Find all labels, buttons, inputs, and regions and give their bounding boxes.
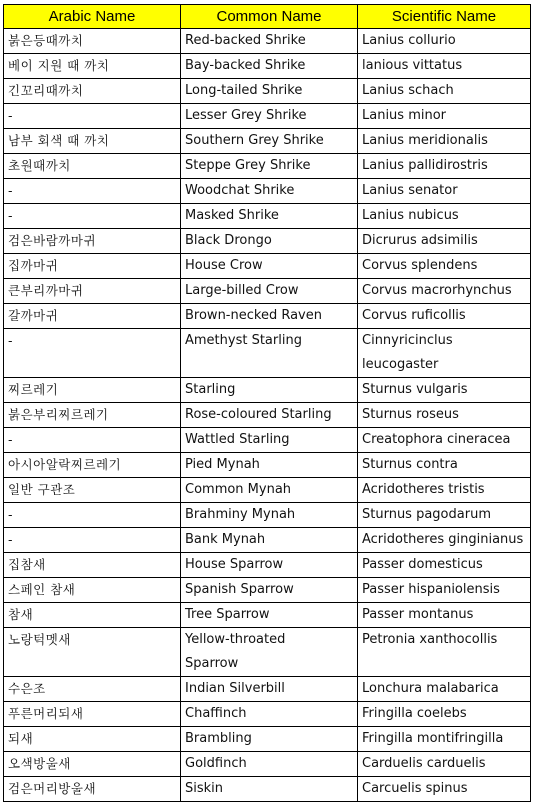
- arabic-name-cell: 되새: [4, 727, 181, 752]
- common-name-cell: [181, 54, 358, 79]
- scientific-name-cell: [358, 54, 531, 79]
- table-row: [4, 578, 531, 603]
- common-name-cell-line: Long-tailed Shrike: [185, 83, 303, 98]
- scientific-name-cell-line: Lanius schach: [362, 83, 454, 98]
- common-name-cell-line: Steppe Grey Shrike: [185, 158, 311, 173]
- table-row: [4, 254, 531, 279]
- common-name-cell-line: Brambling: [185, 731, 252, 746]
- scientific-name-cell-line: Acridotheres ginginianus: [362, 532, 524, 547]
- scientific-name-cell-line: Sturnus pagodarum: [362, 507, 491, 522]
- common-name-cell: [181, 104, 358, 129]
- scientific-name-cell: [358, 179, 531, 204]
- table-row: [4, 752, 531, 777]
- arabic-name-cell: 집참새: [4, 553, 181, 578]
- scientific-name-cell-line: Corvus macrorhynchus: [362, 283, 512, 298]
- table-row: [4, 677, 531, 702]
- scientific-name-cell: [358, 279, 531, 304]
- scientific-name-cell: [358, 403, 531, 428]
- scientific-name-cell: [358, 578, 531, 603]
- common-name-cell-line: Bay-backed Shrike: [185, 58, 306, 73]
- common-name-cell: [181, 129, 358, 154]
- common-name-cell-line: Spanish Sparrow: [185, 582, 294, 597]
- common-name-cell: [181, 279, 358, 304]
- arabic-name-cell: 긴꼬리때까치: [4, 79, 181, 104]
- scientific-name-cell-line: Passer domesticus: [362, 557, 483, 572]
- table-row: [4, 104, 531, 129]
- arabic-name-cell: 푸른머리되새: [4, 702, 181, 727]
- table-row: [4, 603, 531, 628]
- common-name-cell: [181, 229, 358, 254]
- table-row: [4, 29, 531, 54]
- arabic-name-cell: 찌르레기: [4, 378, 181, 403]
- common-name-cell-line: Goldfinch: [185, 756, 247, 771]
- common-name-cell-line: Siskin: [185, 781, 224, 796]
- table-row: [4, 129, 531, 154]
- common-name-cell-line: Wattled Starling: [185, 432, 290, 447]
- scientific-name-cell-line: Lanius pallidirostris: [362, 158, 488, 173]
- common-name-cell-line: Starling: [185, 382, 236, 397]
- table-header: [4, 5, 531, 29]
- scientific-name-cell: [358, 154, 531, 179]
- scientific-name-cell: [358, 553, 531, 578]
- common-name-cell: [181, 403, 358, 428]
- scientific-name-cell: [358, 628, 531, 677]
- header-row: [4, 5, 531, 29]
- scientific-name-cell-line: lanious vittatus: [362, 58, 463, 73]
- scientific-name-cell-line: Corvus splendens: [362, 258, 478, 273]
- scientific-name-cell-line: leucogaster: [362, 357, 439, 372]
- common-name-cell: [181, 777, 358, 802]
- common-name-cell-line: Brown-necked Raven: [185, 308, 322, 323]
- common-name-cell: [181, 677, 358, 702]
- common-name-cell: [181, 179, 358, 204]
- common-name-cell: [181, 254, 358, 279]
- table-row: [4, 478, 531, 503]
- arabic-name-cell: 붉은부리찌르레기: [4, 403, 181, 428]
- common-name-cell: [181, 428, 358, 453]
- common-name-cell: [181, 378, 358, 403]
- scientific-name-cell-line: Fringilla montifringilla: [362, 731, 504, 746]
- common-name-cell-line: Common Mynah: [185, 482, 292, 497]
- scientific-name-cell: [358, 378, 531, 403]
- scientific-name-cell: [358, 304, 531, 329]
- header-scientific-name: Scientific Name: [358, 5, 531, 29]
- table-row: [4, 329, 531, 378]
- scientific-name-cell-line: Cinnyricinclus: [362, 333, 453, 348]
- scientific-name-cell: [358, 528, 531, 553]
- common-name-cell-line: Amethyst Starling: [185, 333, 302, 348]
- common-name-cell: [181, 628, 358, 677]
- scientific-name-cell: [358, 104, 531, 129]
- scientific-name-cell-line: Lanius nubicus: [362, 208, 459, 223]
- scientific-name-cell-line: Petronia xanthocollis: [362, 632, 498, 647]
- scientific-name-cell: [358, 204, 531, 229]
- arabic-name-cell: 검은바람까마귀: [4, 229, 181, 254]
- arabic-name-cell: 참새: [4, 603, 181, 628]
- scientific-name-cell-line: Sturnus vulgaris: [362, 382, 468, 397]
- table-row: [4, 453, 531, 478]
- common-name-cell-line: Chaffinch: [185, 706, 247, 721]
- scientific-name-cell: [358, 254, 531, 279]
- common-name-cell-line: Indian Silverbill: [185, 681, 285, 696]
- arabic-name-cell: 오색방울새: [4, 752, 181, 777]
- arabic-name-cell: 베이 지원 때 까치: [4, 54, 181, 79]
- scientific-name-cell: [358, 453, 531, 478]
- common-name-cell-line: Tree Sparrow: [185, 607, 270, 622]
- scientific-name-cell: [358, 702, 531, 727]
- common-name-cell: [181, 478, 358, 503]
- common-name-cell-line: Pied Mynah: [185, 457, 260, 472]
- scientific-name-cell-line: Dicrurus adsimilis: [362, 233, 478, 248]
- arabic-name-cell: 노랑턱멧새: [4, 628, 181, 677]
- common-name-cell: [181, 304, 358, 329]
- arabic-name-cell: -: [4, 329, 181, 378]
- common-name-cell: [181, 453, 358, 478]
- scientific-name-cell-line: Sturnus contra: [362, 457, 458, 472]
- common-name-cell-line: House Crow: [185, 258, 263, 273]
- arabic-name-cell: 일반 구관조: [4, 478, 181, 503]
- scientific-name-cell-line: Creatophora cineracea: [362, 432, 511, 447]
- common-name-cell: [181, 204, 358, 229]
- common-name-cell: [181, 553, 358, 578]
- common-name-cell-line: Sparrow: [185, 656, 239, 671]
- scientific-name-cell: [358, 79, 531, 104]
- table-row: [4, 179, 531, 204]
- common-name-cell: [181, 752, 358, 777]
- arabic-name-cell: -: [4, 204, 181, 229]
- arabic-name-cell: 초원때까치: [4, 154, 181, 179]
- arabic-name-cell: -: [4, 503, 181, 528]
- table-row: [4, 428, 531, 453]
- table-row: [4, 528, 531, 553]
- common-name-cell: [181, 329, 358, 378]
- common-name-cell-line: Red-backed Shrike: [185, 33, 306, 48]
- common-name-cell: [181, 702, 358, 727]
- scientific-name-cell: [358, 777, 531, 802]
- scientific-name-cell: [358, 428, 531, 453]
- table-row: [4, 702, 531, 727]
- table-row: [4, 204, 531, 229]
- arabic-name-cell: 검은머리방울새: [4, 777, 181, 802]
- arabic-name-cell: 큰부리까마귀: [4, 279, 181, 304]
- species-table: [3, 4, 531, 802]
- arabic-name-cell: -: [4, 428, 181, 453]
- arabic-name-cell: -: [4, 179, 181, 204]
- common-name-cell-line: House Sparrow: [185, 557, 284, 572]
- scientific-name-cell: [358, 329, 531, 378]
- scientific-name-cell-line: Fringilla coelebs: [362, 706, 467, 721]
- scientific-name-cell-line: Lonchura malabarica: [362, 681, 499, 696]
- arabic-name-cell: 남부 회색 때 까치: [4, 129, 181, 154]
- table-row: [4, 279, 531, 304]
- scientific-name-cell-line: Lanius collurio: [362, 33, 456, 48]
- common-name-cell: [181, 578, 358, 603]
- table-row: [4, 553, 531, 578]
- table-row: [4, 154, 531, 179]
- common-name-cell-line: Woodchat Shrike: [185, 183, 295, 198]
- arabic-name-cell: 수은조: [4, 677, 181, 702]
- common-name-cell-line: Large-billed Crow: [185, 283, 299, 298]
- common-name-cell: [181, 727, 358, 752]
- common-name-cell: [181, 528, 358, 553]
- table-body: [4, 29, 531, 802]
- common-name-cell: [181, 79, 358, 104]
- arabic-name-cell: 스페인 참새: [4, 578, 181, 603]
- arabic-name-cell: -: [4, 528, 181, 553]
- table-row: [4, 727, 531, 752]
- scientific-name-cell: [358, 603, 531, 628]
- scientific-name-cell: [358, 727, 531, 752]
- common-name-cell: [181, 154, 358, 179]
- table-row: [4, 229, 531, 254]
- common-name-cell-line: Southern Grey Shrike: [185, 133, 324, 148]
- table-row: [4, 628, 531, 677]
- table-row: [4, 503, 531, 528]
- scientific-name-cell-line: Sturnus roseus: [362, 407, 459, 422]
- common-name-cell-line: Yellow-throated: [185, 632, 286, 647]
- scientific-name-cell: [358, 129, 531, 154]
- scientific-name-cell: [358, 503, 531, 528]
- header-arabic-name: Arabic Name: [4, 5, 181, 29]
- arabic-name-cell: 집까마귀: [4, 254, 181, 279]
- table-row: [4, 403, 531, 428]
- common-name-cell-line: Black Drongo: [185, 233, 272, 248]
- scientific-name-cell: [358, 29, 531, 54]
- common-name-cell-line: Brahminy Mynah: [185, 507, 296, 522]
- arabic-name-cell: 아시아알락찌르레기: [4, 453, 181, 478]
- header-common-name: Common Name: [181, 5, 358, 29]
- scientific-name-cell-line: Lanius meridionalis: [362, 133, 488, 148]
- common-name-cell-line: Rose-coloured Starling: [185, 407, 332, 422]
- arabic-name-cell: 갈까마귀: [4, 304, 181, 329]
- scientific-name-cell-line: Acridotheres tristis: [362, 482, 485, 497]
- scientific-name-cell: [358, 229, 531, 254]
- table-row: [4, 54, 531, 79]
- scientific-name-cell-line: Carcuelis spinus: [362, 781, 468, 796]
- scientific-name-cell: [358, 677, 531, 702]
- common-name-cell-line: Lesser Grey Shrike: [185, 108, 307, 123]
- table-row: [4, 378, 531, 403]
- scientific-name-cell-line: Passer hispaniolensis: [362, 582, 500, 597]
- scientific-name-cell: [358, 478, 531, 503]
- common-name-cell-line: Bank Mynah: [185, 532, 266, 547]
- common-name-cell-line: Masked Shrike: [185, 208, 279, 223]
- scientific-name-cell-line: Corvus ruficollis: [362, 308, 466, 323]
- table-row: [4, 777, 531, 802]
- arabic-name-cell: -: [4, 104, 181, 129]
- common-name-cell: [181, 603, 358, 628]
- scientific-name-cell-line: Lanius minor: [362, 108, 447, 123]
- common-name-cell: [181, 503, 358, 528]
- table-row: [4, 79, 531, 104]
- scientific-name-cell-line: Lanius senator: [362, 183, 458, 198]
- scientific-name-cell: [358, 752, 531, 777]
- scientific-name-cell-line: Carduelis carduelis: [362, 756, 486, 771]
- table-row: [4, 304, 531, 329]
- scientific-name-cell-line: Passer montanus: [362, 607, 474, 622]
- arabic-name-cell: 붉은등때까치: [4, 29, 181, 54]
- common-name-cell: [181, 29, 358, 54]
